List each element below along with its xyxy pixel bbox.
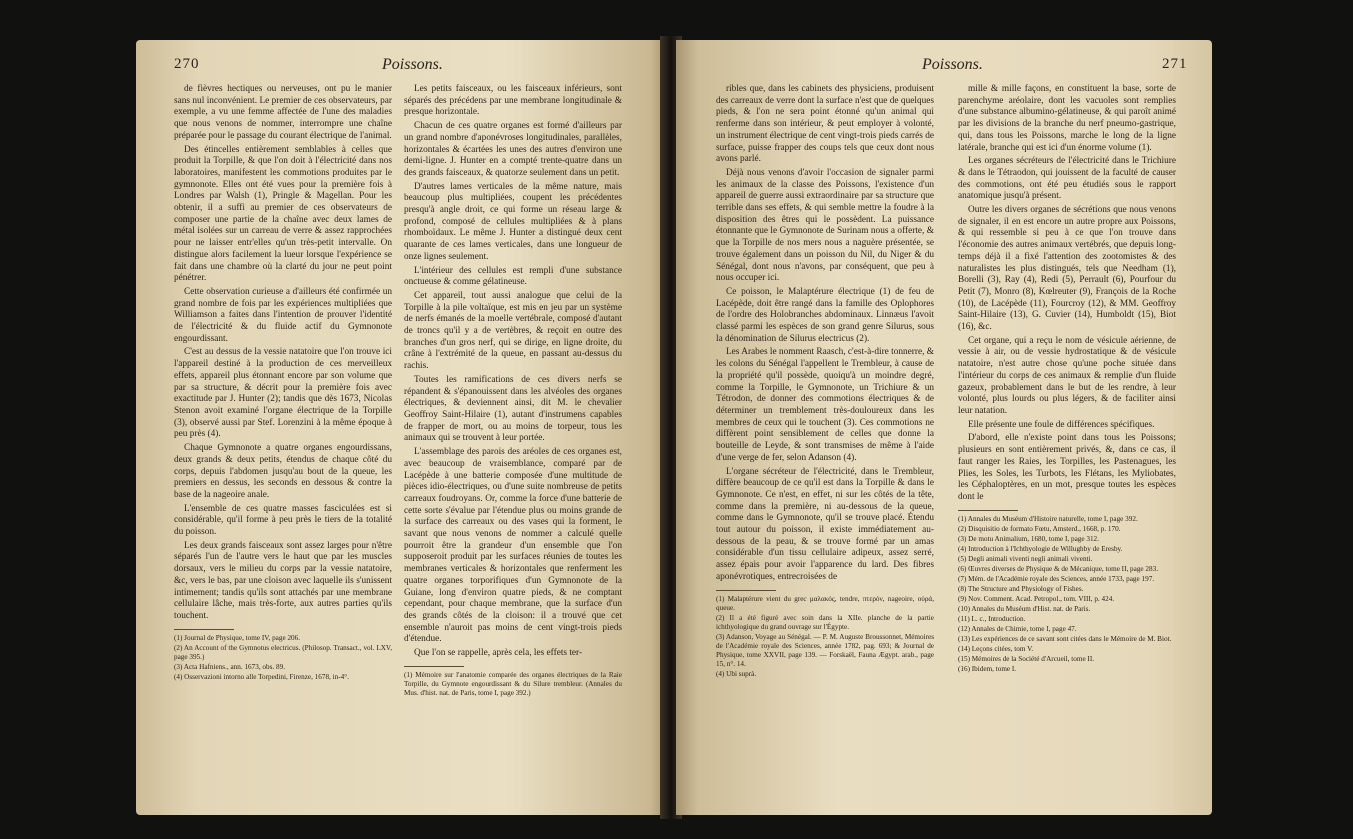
footnote-rule bbox=[404, 666, 464, 667]
footnote: (4) Osservazioni intorno alle Torpedini, Firenze, 1678, in-4°. bbox=[174, 672, 349, 681]
footnote: (11) L. c., Introduction. bbox=[958, 614, 1026, 623]
footnote: (16) Ibidem, tome I. bbox=[958, 664, 1017, 673]
paragraph: Les Arabes le nomment Raasch, c'est-à-dire tonnerre, & les colons du Sénégal l'appellent le Trembleur, à cause de la propriété qu'il possède, quoiqu'à un moindre degré, comme la Torpille, le Gymnonote, un Trichiure & un Tétrodon, de donner des commotions électriques & de déterminer un tremblement très-douloureux dans les membres de ceux qui le touchent (3). Ces commotions ne diffèrent point sensiblement de celles que donne la bouteille de Leyde, & sont transmises de même à l'aide d'une verge de fer, selon Adanson (4). bbox=[716, 347, 934, 463]
footnote: (2) Il a été figuré avec soin dans la XIIe. planche de la partie ichthyologique du grand ouvrage sur l'Égypte. bbox=[716, 613, 934, 631]
paragraph: ribles que, dans les cabinets des physiciens, produisent des carreaux de verre dont la surface n'est que de quelques pieds, & l'on ne sera point étonné qu'un animal qui renferme dans son intérieur, & peut employer à volonté, un instrument électrique de cent vingt-trois pieds carrés de surface, puisse frapper des coups tels que ceux dont nous avons parlé. bbox=[716, 84, 934, 165]
paragraph: Les organes sécréteurs de l'électricité dans le Trichiure & dans le Tétraodon, qui jouissent de la faculté de causer des commotions, ont été peu étudiés sous le rapport anatomique jusqu'à présent. bbox=[958, 156, 1176, 202]
paragraph: D'autres lames verticales de la même nature, mais beaucoup plus multipliées, coupent les précédentes presqu'à angle droit, ce qui forme un réseau large & profond, composé de cellules multipliées & à plans rhomboïdaux. Le même J. Hunter a distingué deux cent quarante de ces lames verticales, dans une longueur de onze lignes seulement. bbox=[404, 181, 622, 262]
footnote-rule bbox=[716, 590, 776, 591]
text-column-2 bbox=[404, 84, 622, 699]
footnote: (2) An Account of the Gymnotus electricus. (Philosop. Transact., vol. LXV, page 395.) bbox=[174, 643, 392, 661]
paragraph: C'est au dessus de la vessie natatoire que l'on trouve ici l'appareil destiné à la production de ces merveilleux effets, appareil plus étonnant encore par son volume que par sa structure, & décrit pour la première fois avec exactitude par J. Hunter (2); tandis que dès 1673, Nicolas Stenon avoit examiné l'organe électrique de la Torpille (3), observé aussi par Stef. Lorenzini à la même époque à peu près (4). bbox=[174, 347, 392, 440]
paragraph: Les petits faisceaux, ou les faisceaux inférieurs, sont séparés des précédens par une membrane longitudinale & presque horizontale. bbox=[404, 84, 622, 118]
right-page bbox=[676, 40, 1212, 815]
paragraph: Cet appareil, tout aussi analogue que celui de la Torpille à la pile voltaïque, est mis en jeu par un système de nerfs émanés de la moelle vertébrale, composé d'autant de troncs qu'il y a de vertèbres, & reçoit en outre des branches d'un gros nerf, qui se dirige, en ligne droite, du crâne à l'extrémité de la queue, en passant au-dessus du rachis. bbox=[404, 290, 622, 372]
footnote: (7) Mém. de l'Académie royale des Sciences, année 1733, page 197. bbox=[958, 574, 1155, 583]
paragraph: D'abord, elle n'existe point dans tous les Poissons; plusieurs en sont entièrement privés, &, dans ce cas, il faut ranger les Raies, les Torpilles, les Pastenagues, les Plies, les Soles, les Turbots, les Flétans, les Myliobates, les Céphaloptères, en un mot, presque toutes les espèces dont le bbox=[958, 433, 1176, 502]
footnote: (1) Journal de Physique, tome IV, page 206. bbox=[174, 633, 301, 642]
paragraph: L'organe sécréteur de l'électricité, dans le Trembleur, diffère beaucoup de ce qu'il est dans la Torpille & dans le Gymnonote. Ce n'est, en effet, ni sur les côtés de la tête, comme dans la première, ni au-dessous de la queue, comme dans le Gymnonote, qu'il se trouve placé. Étendu tout autour du poisson, il existe immédiatement au-dessous de la peau, & se trouve formé par un amas considérable d'un tissu cellulaire adipeux, assez serré, assez épais pour avoir l'apparence du lard. Des fibres aponévrotiques, entrecroisées de bbox=[716, 466, 934, 582]
footnote: (5) Degli animali viventi negli animali viventi. bbox=[958, 554, 1093, 563]
paragraph: mille & mille façons, en constituent la base, sorte de parenchyme aréolaire, dont les vacuoles sont remplies d'une substance albumino-gélatineuse, & qui paroît animé par les divisions de la branche du nerf pneumo-gastrique, qui, dans tous les Poissons, marche le long de la ligne latérale, branche qui est ici d'un énorme volume (1). bbox=[958, 84, 1176, 153]
text-column-1 bbox=[716, 84, 934, 680]
paragraph: Des étincelles entièrement semblables à celles que produit la Torpille, & que l'on doit à l'électricité dans nos laboratoires, manifestent les commotions produites par le gymnonote. Elles ont été vues pour la première fois à Londres par Walsh (1), Pringle & Magellan. Pour les obtenir, il a suffi au premier de ces observateurs de composer une partie de la chaîne avec deux lames de métal isolées sur un carreau de verre & assez rapprochées pour ne laisser entr'elles qu'un très-petit intervalle. On distingue alors facilement la lueur lorsque l'expérience se fait dans une chambre où la clarté du jour ne peut point pénétrer. bbox=[174, 144, 392, 284]
footnote-rule bbox=[174, 629, 234, 630]
footnote: (1) Mémoire sur l'anatomie comparée des organes électriques de la Raie Torpille, du Gymnote engourdissant & du Silure trembleur. (Annales du Mus. d'hist. nat. de Paris, tome I, page 392.) bbox=[404, 670, 622, 697]
paragraph: L'assemblage des parois des aréoles de ces organes est, avec beaucoup de vraisemblance, comparé par de Lacépède à une batterie composée d'une multitude de pièces idio-électriques, ou d'une suite nombreuse de petits carreaux foudroyans. Or, comme la force d'une batterie de cette sorte s'évalue par l'étendue plus ou moins grande de la surface des carreaux ou des vases qui la forment, le savant que nous venons de nommer a calculé quelle pourroit être la grandeur d'un ensemble que l'on supposeroit produit par les surfaces réunies de toutes les membranes verticales & horizontales que renferment les quatre organes torporifiques d'un Gymnonote de la Guiane, long d'environ quatre pieds, & ne comptant cependant, pour chaque membrane, que la surface d'un des grands côtés de la cloison: il a trouvé que cet ensemble n'auroit pas moins de cent vingt-trois pieds d'étendue. bbox=[404, 447, 622, 645]
footnote: (13) Les expériences de ce savant sont citées dans le Mémoire de M. Biot. bbox=[958, 634, 1172, 643]
footnote: (4) Introduction à l'Ichthyologie de Willughby de Eresby. bbox=[958, 544, 1123, 553]
footnote: (15) Mémoires de la Société d'Arcueil, tome II. bbox=[958, 654, 1095, 663]
footnote: (1) Malaptérure vient du grec μαλακός, tendre, πτερόν, nageoire, οὐρά, queue. bbox=[716, 594, 934, 612]
paragraph: Cette observation curieuse a d'ailleurs été confirmée un grand nombre de fois par les expériences multipliées que Williamson a faites dans l'intention de prouver l'identité de l'électricité & du fluide actif du Gymnonote engourdissant. bbox=[174, 286, 392, 344]
footnote: (1) Annales du Muséum d'Histoire naturelle, tome I, page 392. bbox=[958, 514, 1138, 523]
paragraph: L'intérieur des cellules est rempli d'une substance onctueuse & comme gélatineuse. bbox=[404, 265, 622, 288]
paragraph: Chaque Gymnonote a quatre organes engourdissans, deux grands & deux petits, étendus de chaque côté du corps, depuis l'abdomen jusqu'au bout de la queue, les premiers en dessus, les seconds en dessous & contre la base de la nageoire anale. bbox=[174, 443, 392, 500]
footnote: (8) The Structure and Physiology of Fishes. bbox=[958, 584, 1084, 593]
paragraph: de fièvres hectiques ou nerveuses, ont pu le manier sans nul inconvénient. Le premier de ces observateurs, par exemple, a vu une femme affectée de l'une des maladies que nous venons de nommer, interrompre une chaîne préparée pour le passage du courant électrique de l'animal. bbox=[174, 84, 392, 141]
footnote: (9) Nov. Comment. Acad. Petropol., tom. VIII, p. 424. bbox=[958, 594, 1115, 603]
running-title: Poissons. bbox=[922, 56, 983, 73]
text-column-2 bbox=[958, 84, 1176, 675]
footnote-rule bbox=[958, 510, 1018, 511]
footnote: (14) Leçons citées, tom V. bbox=[958, 644, 1034, 653]
paragraph: Elle présente une foule de différences spécifiques. bbox=[968, 419, 1155, 430]
paragraph: Que l'on se rappelle, après cela, les effets ter- bbox=[414, 648, 583, 659]
footnote: (10) Annales du Muséum d'Hist. nat. de Paris. bbox=[958, 604, 1091, 613]
paragraph: Déjà nous venons d'avoir l'occasion de signaler parmi les animaux de la classe des Poissons, l'existence d'un appareil de guerre aussi extraordinaire par sa structure que terrible dans ses effets, & qui semble mettre la foudre à la disposition des êtres qui le possèdent. La puissance étonnante que le Gymnonote de Surinam nous a offerte, & que la Torpille de nos mers nous a naguère présentée, se trouve également dans un poisson du Nil, du Niger & du Sénégal, dont nous n'avons, par conséquent, que peu à nous occuper ici. bbox=[716, 167, 934, 284]
paragraph: Cet organe, qui a reçu le nom de vésicule aérienne, de vessie à air, ou de vessie hydrostatique & de vésicule natatoire, n'est autre chose qu'une poche située dans l'intérieur du corps de ces animaux & remplie d'un fluide gazeux, probablement dans le but de les rendre, à leur volonté, plus lourds ou plus légers, & de faciliter ainsi leur natation. bbox=[958, 335, 1176, 416]
paragraph: Chacun de ces quatre organes est formé d'ailleurs par un grand nombre d'aponévroses longitudinales, parallèles, horizontales & écartées les unes des autres d'environ une demi-ligne. J. Hunter en a compté trente-quatre dans un des grands faisceaux, & quatorze seulement dans un petit. bbox=[404, 121, 622, 178]
paragraph: Les deux grands faisceaux sont assez larges pour n'être séparés l'un de l'autre vers le haut que par les muscles dorsaux, vers le milieu du corps par la vessie natatoire, &c, vers le bas, par une cloison avec laquelle ils s'unissent intimement; tandis qu'ils sont attachés par une membrane cellulaire lâche, mais très-forte, aux autres parties qu'ils touchent. bbox=[174, 540, 392, 621]
left-page bbox=[136, 40, 666, 815]
footnote: (3) De motu Animalium, 1680, tome I, page 312. bbox=[958, 534, 1099, 543]
footnote: (3) Acta Hafniens., ann. 1673, obs. 89. bbox=[174, 662, 285, 671]
running-title: Poissons. bbox=[382, 56, 443, 73]
page-number: 270 bbox=[174, 56, 200, 72]
footnote: (3) Adanson, Voyage au Sénégal. — P. M. Auguste Broussonnet, Mémoires de l'Académie royale des Sciences, année 1782, pag. 693; & Journal de Physique, tome XXVII, page 139. — Forskaël, Fauna Ægypt. arab., page 15, n°. 14. bbox=[716, 632, 934, 668]
paragraph: Ce poisson, le Malaptérure électrique (1) de feu de Lacépède, doit être rangé dans la famille des Oplophores de l'ordre des Holobranches abdominaux. Linnæus l'avoit classé parmi les espèces de son grand genre Silurus, sous la dénomination de Silurus electricus (2). bbox=[716, 286, 934, 344]
footnote: (2) Disquisitio de formato Fœtu, Amsterd., 1668, p. 170. bbox=[958, 524, 1121, 533]
paragraph: Toutes les ramifications de ces divers nerfs se répandent & s'épanouissent dans les alvéoles des organes électriques, & deviennent ainsi, dit M. le chevalier Geoffroy Saint-Hilaire (1), autant d'instrumens capables de frapper de mort, ou au moins de torpeur, tous les animaux qui se trouvent à leur portée. bbox=[404, 374, 622, 444]
footnote: (6) Œuvres diverses de Physique & de Mécanique, tome II, page 283. bbox=[958, 564, 1159, 573]
footnote: (4) Ubi suprà. bbox=[716, 669, 757, 678]
paragraph: L'ensemble de ces quatre masses fasciculées est si considérable, qu'il forme à peu près le tiers de la totalité du poisson. bbox=[174, 503, 392, 538]
page-number: 271 bbox=[1162, 56, 1188, 72]
footnote: (12) Annales de Chimie, tome I, page 47. bbox=[958, 624, 1077, 633]
text-column-1 bbox=[174, 84, 392, 683]
paragraph: Outre les divers organes de sécrétions que nous venons de signaler, il en est encore un autre propre aux Poissons, & qui ressemble si peu à ce que l'on trouve dans l'économie des autres animaux vertébrés, que depuis long-temps déjà il a fixé l'attention des zootomistes & des naturalistes les plus distingués, tels que Needham (1), Borelli (3), Ray (4), Redi (5), Perrault (6), Pourfour du Petit (7), Monro (8), Kœlreuter (9), François de la Roche (10), de Lacépède (11), Fourcroy (12), & MM. Geoffroy Saint-Hilaire (13), G. Cuvier (14), Humboldt (15), Biot (16), &c. bbox=[958, 205, 1176, 333]
